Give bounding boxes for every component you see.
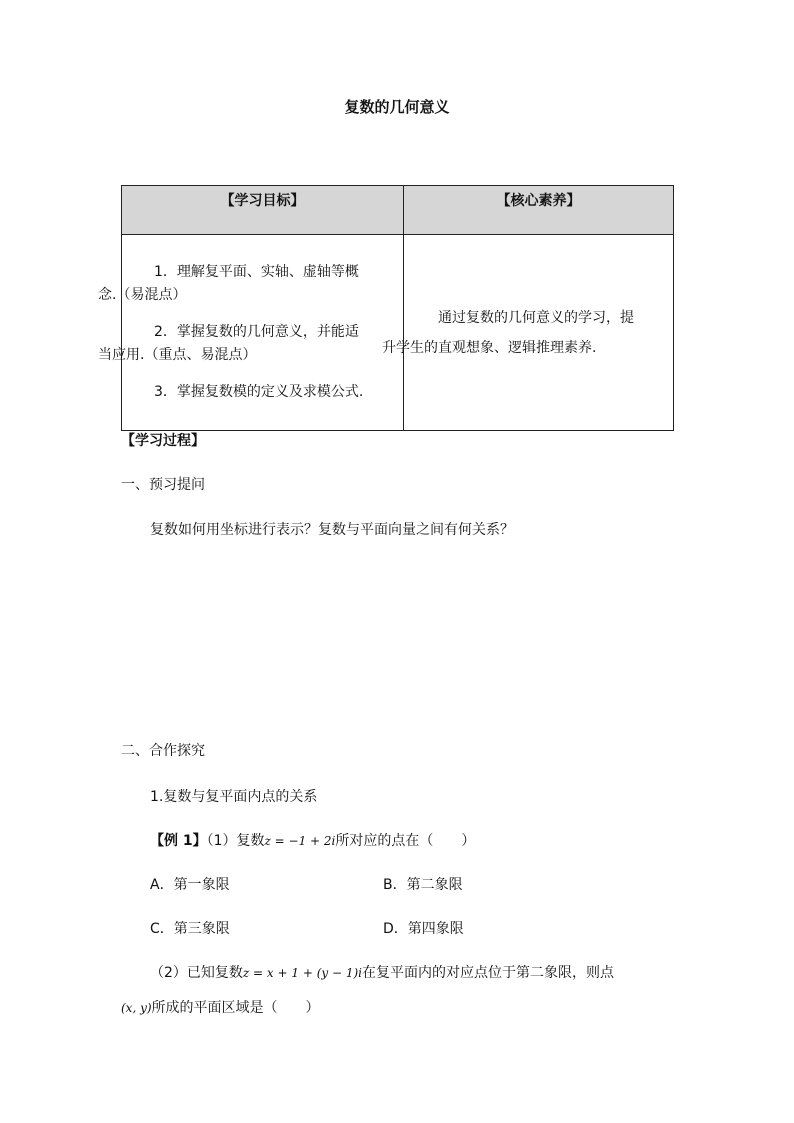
goals-table-header-row bbox=[122, 186, 674, 235]
core-literacy-cell bbox=[382, 235, 674, 431]
goals-table-body-row bbox=[122, 235, 674, 431]
option-a: A．第一象限 bbox=[150, 877, 230, 893]
preview-question: 复数如何用坐标进行表示？复数与平面向量之间有何关系？ bbox=[150, 522, 514, 538]
section-2-subheading: 1.复数与复平面内点的关系 bbox=[150, 789, 318, 805]
goal-2: 2．掌握复数的几何意义，并能适 当应用.（重点、易混点） bbox=[98, 324, 359, 363]
example-1-question-1: 【例 1】（1）复数z = −1 + 2i所对应的点在（ ） bbox=[150, 833, 476, 849]
learning-goals-header: 【学习目标】 bbox=[122, 186, 404, 235]
core-literacy-header: 【核心素养】 bbox=[404, 186, 674, 235]
goals-table bbox=[98, 185, 674, 431]
learning-goals-cell bbox=[98, 235, 404, 431]
complex-number-formula: z = −1 + 2i bbox=[264, 834, 336, 848]
section-2-heading: 二、合作探究 bbox=[121, 743, 205, 759]
example-1-question-2-line-2: (x, y)所成的平面区域是（ ） bbox=[121, 1000, 320, 1016]
core-literacy-text: 通过复数的几何意义的学习，提 升学生的直观想象、逻辑推理素养. bbox=[382, 309, 634, 356]
example-label: 【例 1】 bbox=[150, 833, 207, 849]
goal-1: 1．理解复平面、实轴、虚轴等概 念.（易混点） bbox=[98, 264, 359, 303]
goal-3: 3．掌握复数模的定义及求模公式. bbox=[154, 384, 364, 400]
option-d: D．第四象限 bbox=[383, 921, 464, 937]
complex-number-formula-2: z = x + 1 + (y − 1)i bbox=[242, 966, 362, 980]
option-b: B．第二象限 bbox=[383, 877, 463, 893]
example-1-question-2: （2）已知复数z = x + 1 + (y − 1)i在复平面内的对应点位于第二象限，则点 bbox=[150, 965, 614, 981]
process-heading: 【学习过程】 bbox=[121, 433, 205, 449]
point-xy: (x, y) bbox=[121, 1001, 152, 1015]
option-c: C．第三象限 bbox=[150, 921, 230, 937]
section-1-heading: 一、预习提问 bbox=[121, 477, 205, 493]
page-title: 复数的几何意义 bbox=[344, 98, 450, 116]
